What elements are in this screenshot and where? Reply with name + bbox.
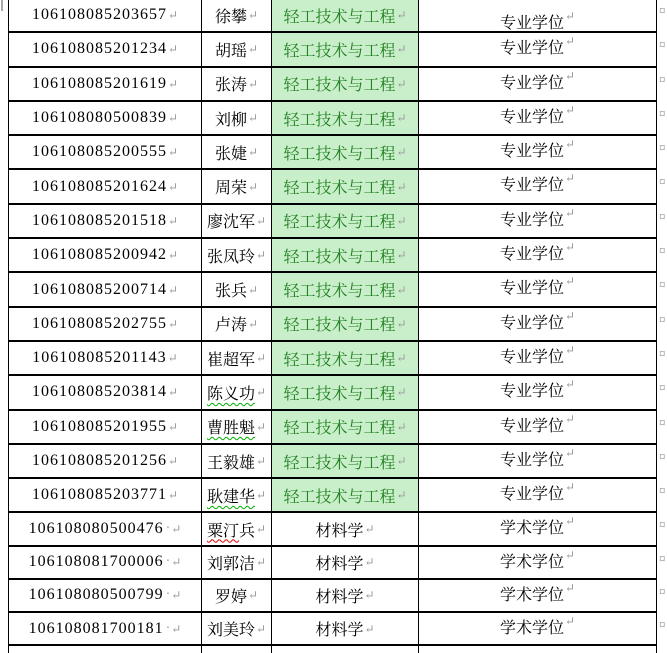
student-id-text: 106108085200942	[31, 246, 167, 264]
cell-student-id[interactable]	[9, 136, 202, 168]
cell-partial	[202, 646, 272, 653]
student-id-text: 106108085201518	[31, 211, 167, 229]
table-row	[9, 580, 666, 613]
paragraph-mark: ↵	[564, 445, 576, 460]
end-of-row-mark: ¤	[659, 311, 666, 327]
cell-partial	[9, 646, 202, 653]
cell-degree-type[interactable]	[419, 0, 657, 31]
paragraph-mark: ↵	[247, 588, 259, 603]
degree-type-text: 专业学位	[499, 74, 564, 92]
cell-student-id[interactable]	[9, 33, 202, 65]
paragraph-mark: ↵	[396, 488, 407, 503]
student-id-text: 106108085201624	[31, 177, 167, 195]
end-of-row-mark: ¤	[659, 448, 666, 464]
cell-student-id[interactable]	[9, 273, 202, 305]
cell-major[interactable]	[272, 445, 419, 477]
degree-type-text: 专业学位	[499, 451, 564, 469]
cell-student-id[interactable]	[9, 613, 202, 644]
degree-type-text: 专业学位	[499, 486, 564, 504]
paragraph-mark: ↵	[255, 488, 267, 503]
space-mark: ·	[165, 620, 171, 636]
paragraph-mark: ↵	[171, 555, 182, 570]
paragraph-mark: ↵	[364, 588, 375, 603]
cell-degree-type[interactable]	[419, 342, 657, 374]
end-of-row-mark: ¤	[659, 243, 666, 259]
student-table	[8, 0, 666, 653]
student-id-text: 106108085202755	[31, 314, 167, 332]
paragraph-mark: ↵	[564, 614, 576, 629]
paragraph-mark: ↵	[167, 488, 179, 503]
degree-type-text: 专业学位	[499, 108, 564, 126]
paragraph-mark: ↵	[167, 42, 179, 57]
paragraph-mark: ↵	[564, 342, 576, 357]
cell-major[interactable]	[272, 102, 419, 134]
table-row	[9, 479, 666, 513]
paragraph-mark: ↵	[564, 514, 576, 529]
table-row	[9, 513, 666, 546]
student-name-text: 王毅雄	[206, 454, 255, 472]
major-text: 轻工技术与工程	[283, 454, 396, 472]
cell-student-name[interactable]	[202, 68, 272, 100]
student-name-text: 徐攀	[214, 8, 247, 26]
paragraph-mark: ↵	[396, 419, 407, 434]
cell-partial	[272, 646, 419, 653]
table-row	[9, 239, 666, 273]
major-text: 轻工技术与工程	[283, 420, 396, 438]
major-text: 材料学	[315, 588, 364, 606]
cell-degree-type[interactable]	[419, 33, 657, 65]
paragraph-mark: ↵	[564, 274, 576, 289]
cell-degree-type[interactable]	[419, 376, 657, 408]
student-id-text: 106108085203657	[31, 6, 167, 24]
cell-major[interactable]	[272, 273, 419, 305]
paragraph-mark: ↵	[564, 205, 576, 220]
cell-student-name[interactable]	[202, 445, 272, 477]
student-name-text: 卢涛	[214, 317, 247, 335]
table-row	[9, 613, 666, 646]
cell-major[interactable]	[272, 68, 419, 100]
degree-type-text: 专业学位	[499, 280, 564, 298]
student-id-text: 106108085201256	[31, 452, 167, 469]
cell-student-id[interactable]	[9, 239, 202, 271]
degree-type-text: 学术学位	[499, 620, 564, 638]
paragraph-mark: ↵	[255, 351, 267, 366]
table-row	[9, 411, 666, 445]
end-of-row-mark: ¤	[659, 345, 666, 361]
table-row	[9, 136, 666, 170]
paragraph-mark: ↵	[167, 76, 179, 91]
cell-major[interactable]	[272, 547, 419, 578]
cell-student-name[interactable]	[202, 239, 272, 271]
end-of-row-mark: ¤	[659, 550, 666, 566]
cell-degree-type[interactable]	[419, 308, 657, 340]
cell-degree-type[interactable]	[419, 170, 657, 202]
cell-degree-type[interactable]	[419, 205, 657, 237]
cell-degree-type[interactable]	[419, 102, 657, 134]
paragraph-mark: ↵	[564, 171, 576, 186]
paragraph-mark: ↵	[396, 145, 407, 160]
paragraph-mark: ↵	[396, 8, 407, 23]
paragraph-mark: ↵	[255, 555, 267, 570]
student-id-text: 106108085201619	[31, 74, 167, 92]
paragraph-mark: ↵	[167, 351, 178, 366]
student-id-text: 106108085203814	[31, 383, 167, 401]
major-text: 材料学	[315, 522, 364, 540]
table-row	[9, 68, 666, 102]
paragraph-mark: ↵	[564, 580, 576, 595]
degree-type-text: 专业学位	[499, 417, 564, 435]
student-id-text: 106108080500476	[28, 520, 164, 538]
student-id-text: 106108085200714	[31, 280, 167, 298]
paragraph-mark: ↵	[171, 522, 182, 537]
cell-degree-type[interactable]	[419, 445, 657, 477]
cell-student-id[interactable]	[9, 445, 202, 477]
paragraph-mark: ↵	[255, 621, 267, 636]
paragraph-mark: ↵	[167, 385, 179, 400]
paragraph-mark: ↵	[396, 454, 407, 468]
table-row	[9, 308, 666, 342]
degree-type-text: 专业学位	[499, 40, 564, 58]
cell-student-name[interactable]	[202, 479, 272, 511]
space-mark: ·	[165, 587, 171, 603]
cell-student-name[interactable]	[202, 613, 272, 644]
cropped-glyph-fragment-left	[1, 0, 3, 11]
paragraph-mark: ↵	[364, 522, 375, 537]
paragraph-mark: ↵	[255, 522, 267, 537]
student-name-marked: 曹胜魁	[206, 420, 255, 438]
degree-type-text: 学术学位	[499, 586, 564, 604]
degree-type-text: 专业学位	[499, 314, 564, 332]
cell-major[interactable]	[272, 376, 419, 408]
paragraph-mark: ↵	[364, 621, 375, 636]
cell-major[interactable]	[272, 239, 419, 271]
major-text: 轻工技术与工程	[283, 317, 396, 335]
paragraph-mark: ↵	[255, 213, 267, 228]
student-id-text: 106108081700006	[28, 553, 164, 571]
cell-student-name[interactable]	[202, 273, 272, 305]
paragraph-mark: ↵	[167, 179, 179, 194]
cell-student-id[interactable]	[9, 513, 202, 544]
paragraph-mark: ↵	[255, 454, 267, 468]
paragraph-mark: ↵	[364, 555, 375, 570]
student-name-marked: 耿建华	[206, 488, 255, 506]
paragraph-mark: ↵	[396, 385, 407, 400]
cell-student-id[interactable]	[9, 308, 202, 340]
cell-degree-type[interactable]	[419, 68, 657, 100]
table-row	[9, 342, 666, 376]
cell-major[interactable]	[272, 0, 419, 31]
space-mark: ·	[165, 521, 171, 537]
paragraph-mark: ↵	[167, 316, 179, 331]
major-text: 轻工技术与工程	[283, 214, 396, 232]
paragraph-mark: ↵	[167, 145, 179, 160]
end-of-row-mark: ¤	[659, 3, 666, 18]
cell-student-name[interactable]	[202, 33, 272, 65]
student-name-text: 张婕	[214, 145, 247, 163]
paragraph-mark: ↵	[396, 316, 407, 331]
cell-major[interactable]	[272, 342, 419, 374]
cell-student-id[interactable]	[9, 205, 202, 237]
paragraph-mark: ↵	[396, 179, 407, 194]
student-name-marked: 陈义功	[206, 385, 255, 403]
cell-student-name[interactable]	[202, 102, 272, 134]
cell-student-id[interactable]	[9, 411, 202, 443]
end-of-row-mark: ¤	[659, 208, 666, 224]
student-name-text: 崔超军	[206, 351, 255, 369]
table-row	[9, 170, 666, 204]
major-text: 轻工技术与工程	[283, 488, 396, 506]
cell-degree-type[interactable]	[419, 547, 657, 578]
cell-major[interactable]	[272, 308, 419, 340]
degree-type-text: 专业学位	[499, 211, 564, 229]
student-name-text: 兵	[238, 522, 255, 540]
student-id-text: 106108085203771	[31, 486, 167, 504]
degree-type-text: 专业学位	[499, 383, 564, 401]
paragraph-mark: ↵	[255, 248, 267, 263]
cell-degree-type[interactable]	[419, 273, 657, 305]
paragraph-mark: ↵	[171, 588, 182, 603]
major-text: 轻工技术与工程	[283, 385, 396, 403]
paragraph-mark: ↵	[564, 34, 576, 49]
cell-student-id[interactable]	[9, 342, 202, 374]
major-text: 材料学	[315, 622, 364, 640]
cell-degree-type[interactable]	[419, 411, 657, 443]
paragraph-mark: ↵	[396, 111, 407, 126]
cell-degree-type[interactable]	[419, 613, 657, 644]
cell-student-name[interactable]	[202, 513, 272, 544]
table-row	[9, 0, 666, 33]
cell-partial	[419, 646, 657, 653]
table-row	[9, 376, 666, 410]
paragraph-mark: ↵	[396, 282, 407, 297]
degree-type-text: 学术学位	[499, 553, 564, 571]
cell-student-id[interactable]	[9, 170, 202, 202]
table-row	[9, 205, 666, 239]
paragraph-mark: ↵	[564, 377, 576, 392]
degree-type-text: 专业学位	[499, 143, 564, 161]
table-row-partial	[9, 646, 657, 653]
paragraph-mark: ↵	[167, 213, 179, 228]
end-of-row-mark: ¤	[659, 380, 666, 396]
paragraph-mark: ↵	[167, 282, 179, 297]
cell-student-name[interactable]	[202, 411, 272, 443]
end-of-row-mark: ¤	[659, 277, 666, 293]
end-of-row-mark: ¤	[659, 414, 666, 430]
end-of-row-mark: ¤	[659, 37, 666, 53]
paragraph-mark: ↵	[396, 248, 407, 263]
major-text: 轻工技术与工程	[283, 42, 396, 60]
cell-degree-type[interactable]	[419, 136, 657, 168]
paragraph-mark: ↵	[247, 111, 259, 126]
paragraph-mark: ↵	[255, 419, 267, 434]
student-name-text: 罗婷	[214, 588, 247, 606]
table-row	[9, 445, 666, 479]
cell-student-name[interactable]	[202, 547, 272, 578]
paragraph-mark: ↵	[255, 385, 267, 400]
degree-type-text: 专业学位	[499, 348, 564, 366]
cell-student-id[interactable]	[9, 547, 202, 578]
cell-student-id[interactable]	[9, 102, 202, 134]
paragraph-mark: ↵	[167, 454, 179, 468]
cell-degree-type[interactable]	[419, 479, 657, 511]
major-text: 轻工技术与工程	[283, 283, 396, 301]
degree-type-text: 专业学位	[499, 177, 564, 195]
end-of-row-mark: ¤	[659, 105, 666, 121]
paragraph-mark: ↵	[247, 8, 259, 23]
student-name-text: 胡瑶	[214, 42, 247, 60]
cell-major[interactable]	[272, 479, 419, 511]
paragraph-mark: ↵	[167, 8, 179, 23]
cell-student-id[interactable]	[9, 68, 202, 100]
paragraph-mark: ↵	[564, 68, 576, 83]
paragraph-mark: ↵	[564, 102, 576, 117]
table-row	[9, 102, 666, 136]
cell-major[interactable]	[272, 513, 419, 544]
cell-major[interactable]	[272, 580, 419, 611]
end-of-row-mark: ¤	[659, 483, 666, 499]
paragraph-mark: ↵	[247, 282, 259, 297]
table-row	[9, 33, 666, 67]
paragraph-mark: ↵	[396, 351, 407, 366]
end-of-row-mark: ¤	[659, 583, 666, 599]
cell-student-id[interactable]	[9, 580, 202, 611]
cell-student-name[interactable]	[202, 170, 272, 202]
end-of-row-mark: ¤	[659, 140, 666, 156]
student-name-text: 刘柳	[214, 111, 247, 129]
student-id-text: 106108085201234	[31, 40, 167, 58]
paragraph-mark: ↵	[564, 137, 576, 152]
student-id-text: 106108080500799	[28, 586, 164, 604]
paragraph-mark: ↵	[396, 42, 407, 57]
paragraph-mark: ↵	[167, 111, 179, 126]
paragraph-mark: ↵	[396, 76, 407, 91]
cell-degree-type[interactable]	[419, 513, 657, 544]
paragraph-mark: ↵	[564, 240, 576, 255]
paragraph-mark: ↵	[247, 179, 259, 194]
cell-student-id[interactable]	[9, 479, 202, 511]
student-name-text: 张涛	[214, 77, 247, 95]
major-text: 轻工技术与工程	[283, 77, 396, 95]
major-text: 材料学	[315, 555, 364, 573]
paragraph-mark: ↵	[167, 248, 179, 263]
cell-major[interactable]	[272, 411, 419, 443]
cell-student-id[interactable]	[9, 376, 202, 408]
cell-major[interactable]	[272, 136, 419, 168]
student-name-text: 周荣	[214, 180, 247, 198]
student-name-text: 张凤玲	[206, 248, 255, 266]
student-name-text: 刘郭洁	[206, 555, 255, 573]
cell-major[interactable]	[272, 170, 419, 202]
cell-student-name[interactable]	[202, 376, 272, 408]
paragraph-mark: ↵	[247, 145, 259, 160]
paragraph-mark: ↵	[167, 419, 179, 434]
student-id-text: 106108085201955	[31, 417, 167, 435]
degree-type-text: 专业学位	[499, 15, 564, 32]
student-id-text: 106108081700181	[28, 619, 164, 637]
space-mark: ·	[165, 554, 171, 570]
cell-student-name[interactable]	[202, 0, 272, 31]
student-id-text: 106108085201143	[32, 349, 167, 367]
table-row	[9, 547, 666, 580]
end-of-row-mark: ¤	[659, 71, 666, 87]
paragraph-mark: ↵	[247, 42, 259, 57]
major-text: 轻工技术与工程	[283, 8, 396, 26]
paragraph-mark: ↵	[247, 76, 259, 91]
paragraph-mark: ↵	[564, 411, 576, 426]
paragraph-mark: ↵	[396, 213, 407, 228]
student-id-text: 106108085200555	[31, 143, 167, 161]
cell-degree-type[interactable]	[419, 239, 657, 271]
paragraph-mark: ↵	[564, 308, 576, 323]
major-text: 轻工技术与工程	[283, 248, 396, 266]
student-name-text: 刘美玲	[206, 622, 255, 640]
major-text: 轻工技术与工程	[283, 145, 396, 163]
degree-type-text: 专业学位	[499, 246, 564, 264]
cell-major[interactable]	[272, 613, 419, 644]
paragraph-mark: ↵	[171, 621, 182, 636]
student-name-text: 廖沈军	[206, 214, 255, 232]
student-name-text: 张兵	[214, 283, 247, 301]
cell-degree-type[interactable]	[419, 580, 657, 611]
major-text: 轻工技术与工程	[283, 111, 396, 129]
major-text: 轻工技术与工程	[283, 351, 396, 369]
paragraph-mark: ↵	[564, 480, 576, 495]
paragraph-mark: ↵	[564, 9, 576, 23]
student-id-text: 106108080500839	[31, 109, 167, 127]
student-name-marked: 粟汀	[206, 522, 239, 540]
end-of-row-mark: ¤	[659, 174, 666, 190]
cell-major[interactable]	[272, 33, 419, 65]
degree-type-text: 学术学位	[499, 520, 564, 538]
paragraph-mark: ↵	[564, 547, 576, 562]
cell-student-name[interactable]	[202, 342, 272, 374]
cell-student-name[interactable]	[202, 136, 272, 168]
paragraph-mark: ↵	[247, 316, 259, 331]
end-of-row-mark: ¤	[659, 617, 666, 633]
cell-student-name[interactable]	[202, 580, 272, 611]
major-text: 轻工技术与工程	[283, 180, 396, 198]
end-of-row-mark: ¤	[659, 517, 666, 533]
cell-major[interactable]	[272, 205, 419, 237]
cell-student-id[interactable]	[9, 0, 202, 31]
cell-student-name[interactable]	[202, 308, 272, 340]
table-row	[9, 273, 666, 307]
cell-student-name[interactable]	[202, 205, 272, 237]
